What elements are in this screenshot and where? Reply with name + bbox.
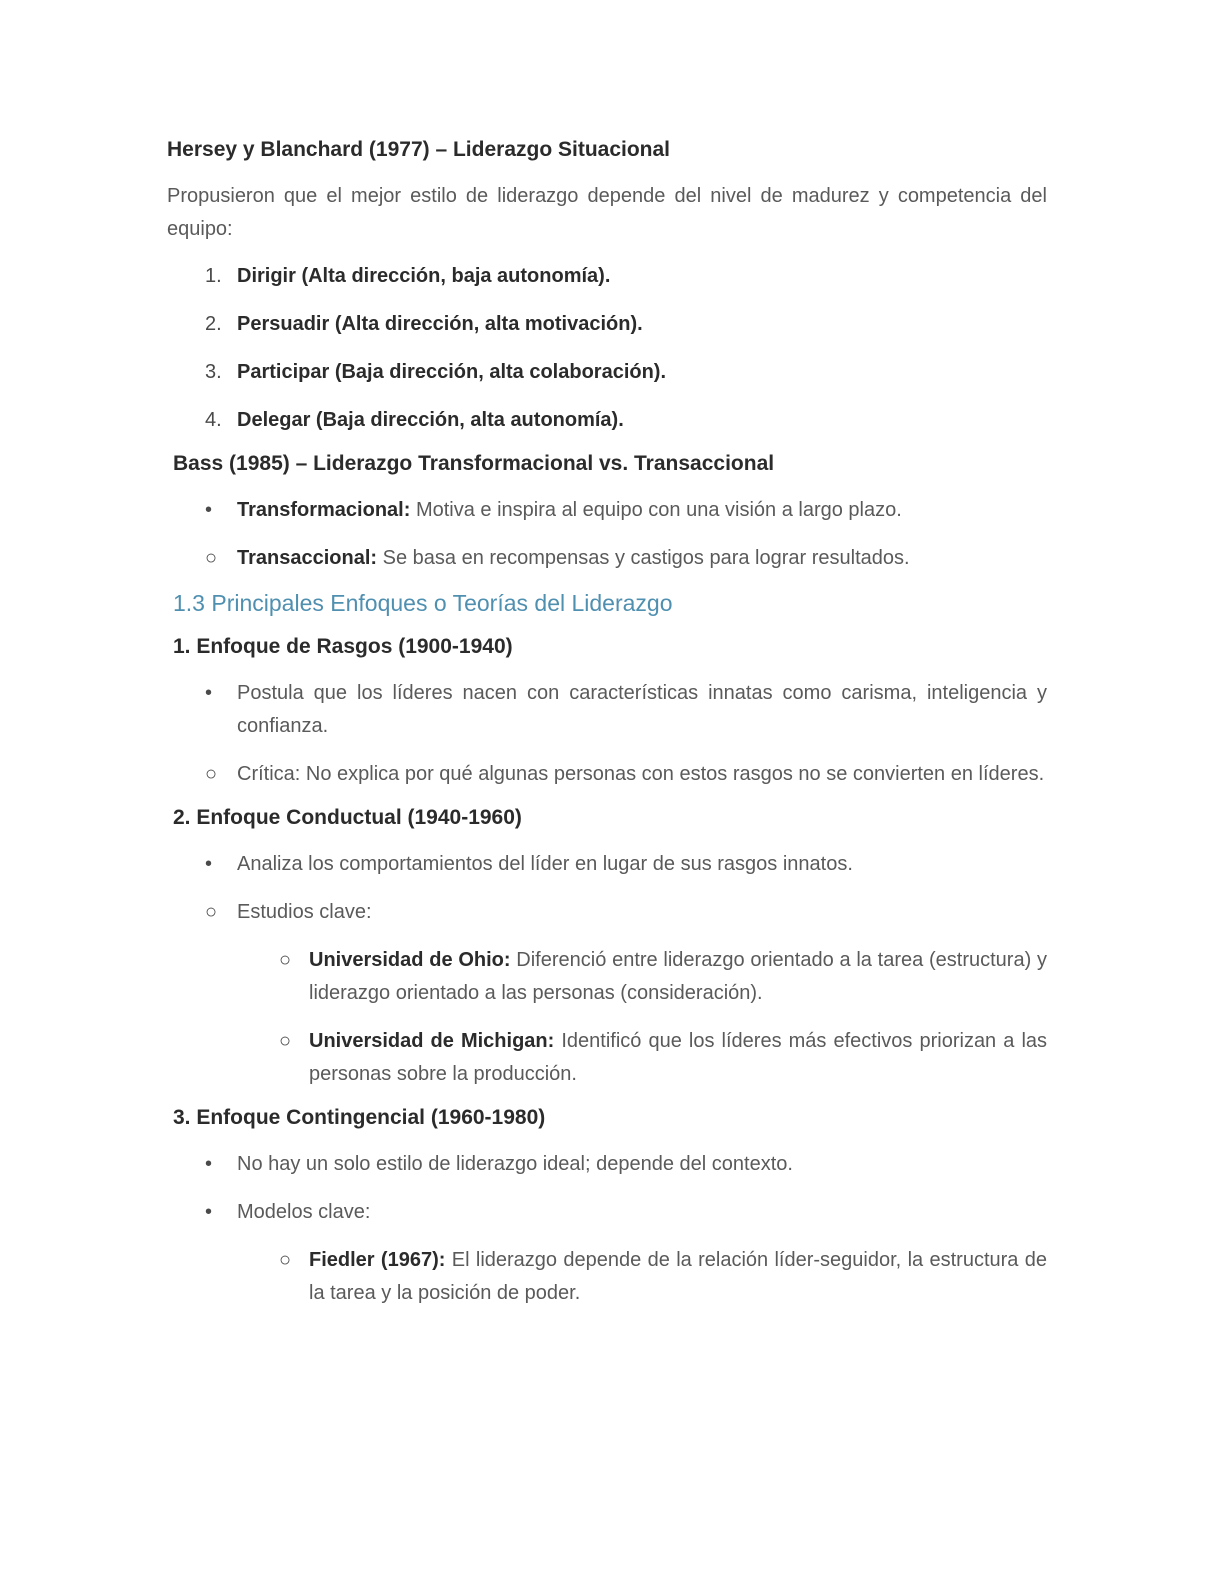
list-item (167, 1148, 1047, 1181)
conductual-list (167, 848, 1047, 929)
list-item-text: Diferenció entre liderazgo orientado a la tarea (estructura) y liderazgo orientado a las personas (consideración). (309, 949, 1047, 1004)
bullet-marker: • (205, 1201, 213, 1223)
list-item-text: Motiva e inspira al equipo con una visión a largo plazo. (410, 499, 902, 521)
list-item-text: Crítica: No explica por qué algunas personas con estos rasgos no se convierten en líderes. (237, 763, 1045, 785)
list-item-text: Modelos clave: (237, 1201, 371, 1223)
list-item (167, 356, 1047, 389)
list-item-text: No hay un solo estilo de liderazgo ideal; depende del contexto. (237, 1153, 793, 1175)
bullet-marker: ○ (205, 547, 218, 569)
bullet-marker: ○ (205, 763, 218, 785)
list-item-term: Transformacional: (237, 499, 411, 521)
list-item (167, 1025, 1047, 1091)
list-number: 2. (205, 313, 222, 335)
list-item (167, 308, 1047, 341)
bass-list (167, 494, 1047, 575)
list-item-text: Participar (Baja dirección, alta colaboración). (237, 361, 667, 383)
list-item (167, 542, 1047, 575)
list-item (167, 1196, 1047, 1229)
hersey-heading: Hersey y Blanchard (1977) – Liderazgo Situacional (167, 138, 671, 161)
section-title: 1.3 Principales Enfoques o Teorías del Liderazgo (173, 590, 673, 616)
list-item (167, 494, 1047, 527)
bullet-marker: ○ (279, 1249, 292, 1271)
contingencial-heading: 3. Enfoque Contingencial (1960-1980) (173, 1106, 546, 1129)
list-item (167, 1244, 1047, 1310)
list-item (167, 758, 1047, 791)
list-item-term: Fiedler (1967): (309, 1249, 446, 1271)
bass-heading: Bass (1985) – Liderazgo Transformacional vs. Transaccional (173, 452, 775, 475)
bullet-marker: ○ (279, 1030, 292, 1052)
list-item-term: Transaccional: (237, 547, 378, 569)
list-item-text: El liderazgo depende de la relación líder-seguidor, la estructura de la tarea y la posición de poder. (309, 1249, 1048, 1304)
bullet-marker: ○ (205, 901, 218, 923)
hersey-styles-list (167, 260, 1047, 437)
list-item-text: Estudios clave: (237, 901, 372, 923)
contingencial-list (167, 1148, 1047, 1229)
list-number: 1. (205, 265, 222, 287)
list-item-text: Se basa en recompensas y castigos para lograr resultados. (377, 547, 910, 569)
bullet-marker: • (205, 682, 213, 704)
list-item-text: Delegar (Baja dirección, alta autonomía). (237, 409, 624, 431)
list-item (167, 896, 1047, 929)
list-item-term: Universidad de Ohio: (309, 949, 511, 971)
list-number: 4. (205, 409, 222, 431)
list-item (167, 677, 1047, 743)
list-item-term: Universidad de Michigan: (309, 1030, 555, 1052)
conductual-studies-list (167, 944, 1047, 1091)
list-item-text: Dirigir (Alta dirección, baja autonomía). (237, 265, 611, 287)
conductual-heading: 2. Enfoque Conductual (1940-1960) (173, 806, 522, 829)
hersey-intro: Propusieron que el mejor estilo de liderazgo depende del nivel de madurez y competencia del equipo: (167, 185, 1047, 240)
bullet-marker: • (205, 853, 213, 875)
list-item-text: Analiza los comportamientos del líder en lugar de sus rasgos innatos. (237, 853, 853, 875)
list-item (167, 944, 1047, 1010)
rasgos-heading: 1. Enfoque de Rasgos (1900-1940) (173, 635, 513, 658)
list-item (167, 404, 1047, 437)
list-item-text: Postula que los líderes nacen con características innatas como carisma, inteligencia y confianza. (237, 682, 1047, 737)
list-item (167, 260, 1047, 293)
list-number: 3. (205, 361, 222, 383)
bullet-marker: • (205, 1153, 213, 1175)
contingencial-models-list (167, 1244, 1047, 1310)
document-content (167, 138, 1047, 1325)
list-item-text: Identificó que los líderes más efectivos priorizan a las personas sobre la producción. (309, 1030, 1048, 1085)
list-item (167, 848, 1047, 881)
rasgos-list (167, 677, 1047, 791)
bullet-marker: • (205, 499, 213, 521)
list-item-text: Persuadir (Alta dirección, alta motivación). (237, 313, 643, 335)
bullet-marker: ○ (279, 949, 292, 971)
